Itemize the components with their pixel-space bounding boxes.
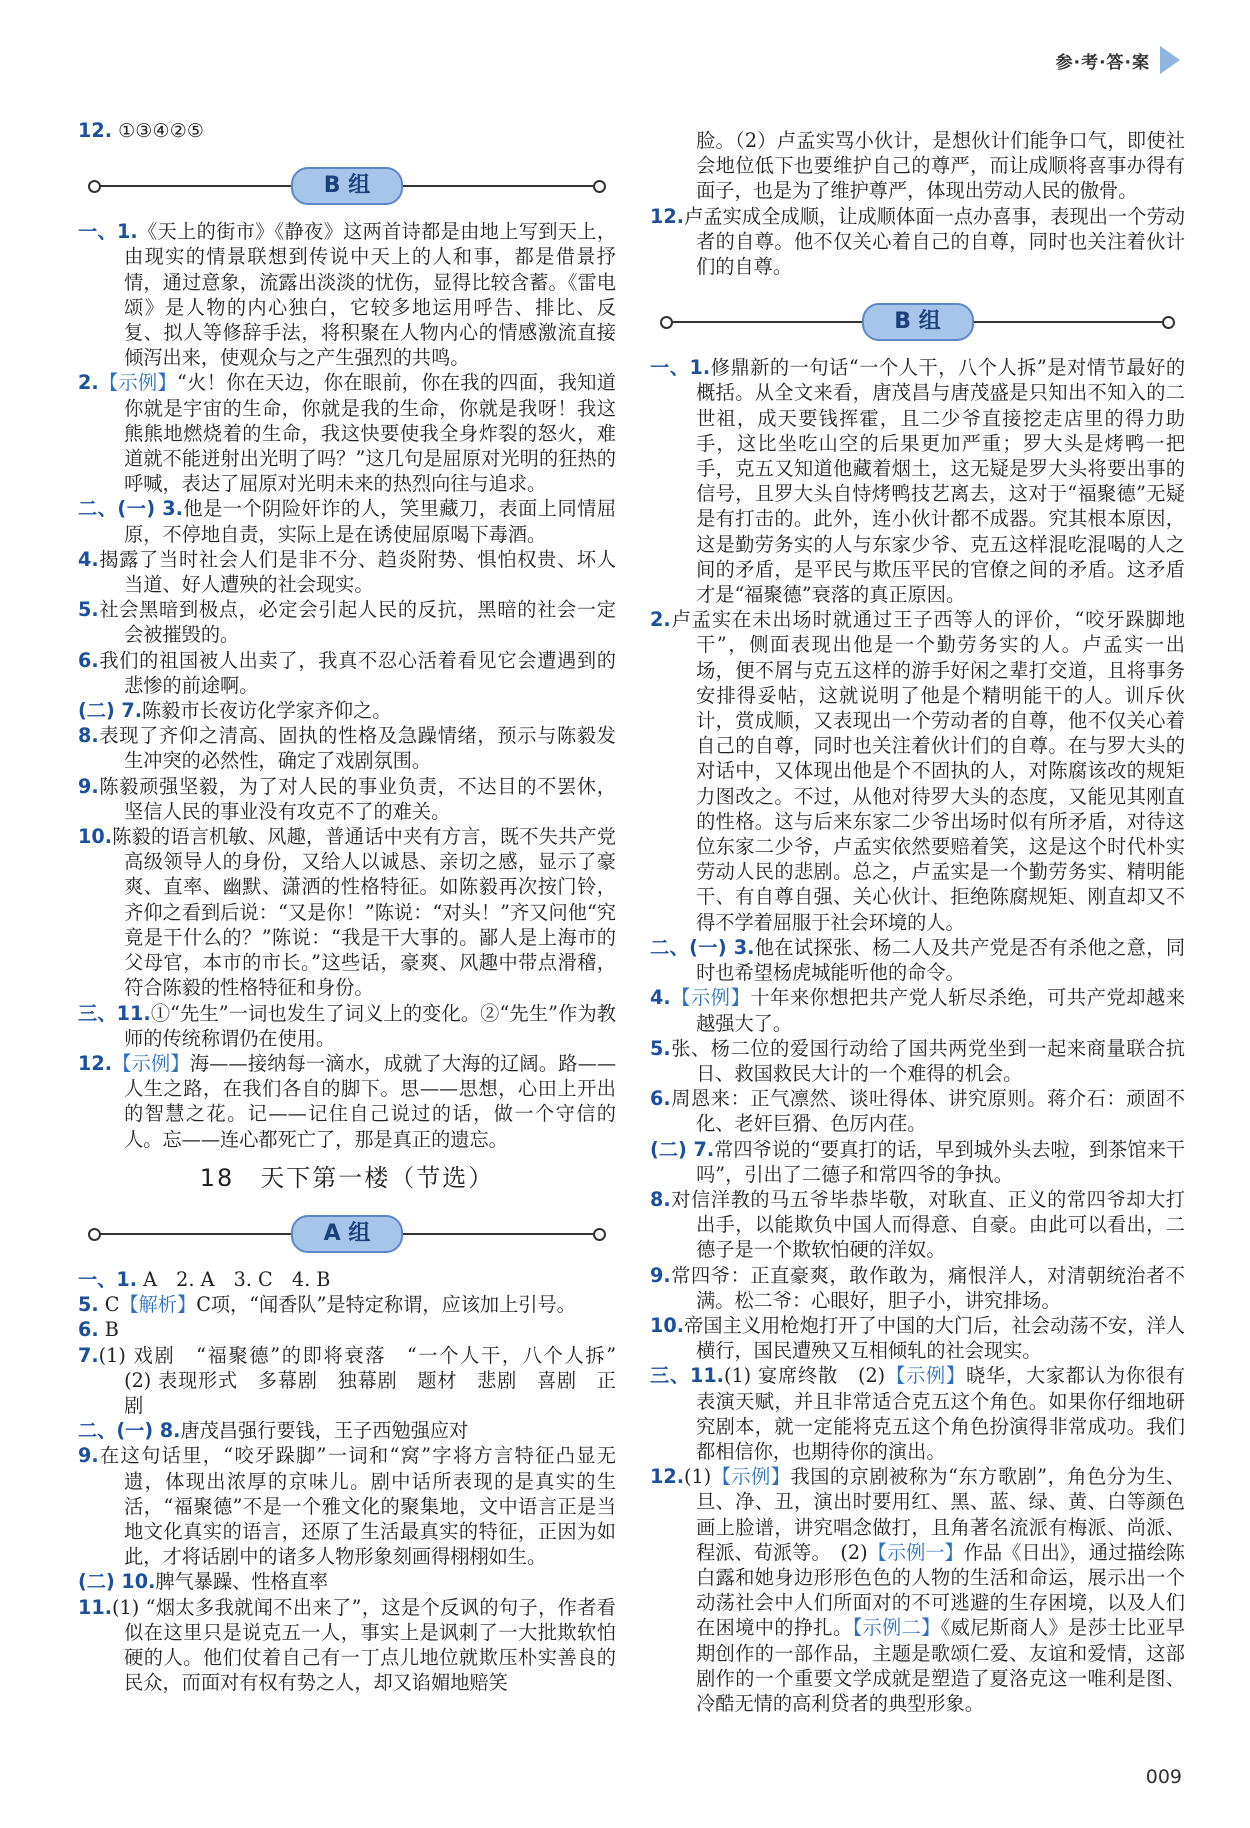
answer-item: 12.卢孟实成全成顺，让成顺体面一点办喜事，表现出一个劳动者的自尊。他不仅关心着自己的自尊，同时也关注着伙计们的自尊。 bbox=[650, 204, 1185, 279]
answer-item: 7.(1) 戏剧 “福聚德”的即将衰落 “一个人干，八个人拆” (2) 表现形式 多幕剧 独幕剧 题材 悲剧 喜剧 正剧 bbox=[78, 1343, 636, 1417]
right-column bbox=[650, 128, 1185, 1716]
answer-item: 二、(一) 8.唐茂昌强行要钱，王子西勉强应对 bbox=[78, 1419, 469, 1443]
answer-item: 10.帝国主义用枪炮打开了中国的大门后，社会动荡不安，洋人横行，国民遭殃又互相倾轧的社会现实。 bbox=[650, 1313, 1185, 1363]
answer-item: 6.我们的祖国被人出卖了，我真不忍心活着看见它会遭遇到的悲惨的前途啊。 bbox=[78, 648, 616, 697]
answer-item: 11.(1) “烟太多我就闻不出来了”，这是个反讽的句子，作者看似在这里只是说克五一人，事实上是讽刺了一大批欺软怕硬的人。他们仗着自己有一丁点儿地位就欺压朴实善良的民众，而面对有权有势之人，却又谄媚地赔笑 bbox=[78, 1595, 616, 1695]
group-label: B 组 bbox=[862, 303, 974, 341]
answer-item: 6. B bbox=[78, 1318, 119, 1342]
group-label: A 组 bbox=[291, 1215, 403, 1253]
answer-item: 5.社会黑暗到极点，必定会引起人民的反抗，黑暗的社会一定会被摧毁的。 bbox=[78, 598, 616, 647]
answer-item: 9.在这句话里，“咬牙跺脚”一词和“窝”字将方言特征凸显无遗，体现出浓厚的京味儿。剧中话所表现的是真实的生活，“福聚德”不是一个雅文化的聚集地，文中语言正是当地文化真实的语言，还原了生活最真实的特征，正因为如此，才将话剧中的诸多人物形象刻画得栩栩如生。 bbox=[78, 1444, 616, 1569]
answer-item: 4.【示例】十年来你想把共产党人斩尽杀绝，可共产党却越来越强大了。 bbox=[650, 986, 1186, 1035]
answer-item: 一、1. A 2. A 3. C 4. B bbox=[78, 1267, 331, 1291]
answer-item: 2.卢孟实在未出场时就通过王子西等人的评价，“咬牙跺脚地干”，侧面表现出他是一个勤劳务实的人。卢孟实一出场，便不屑与克五这样的游手好闲之辈打交道，且将事务安排得妥帖，这就说明了他是个精明能干的人。训斥伙计，赏成顺，又表现出一个劳动者的自尊，他不仅关心着自己的自尊，同时也关注着伙计们的自尊。在与罗大头的对话中，又体现出他是个不固执的人，对陈腐该改的规矩力图改之。不过，从他对待罗大头的态度，又能见其刚直的性格。这与后来东家二少爷出场时似有所矛盾，对待这位东家二少爷，卢孟实依然要赔着笑，这是这个时代朴实劳动人民的悲剧。总之，卢孟实是一个勤劳务实、精明能干、有自尊自强、关心伙计、拒绝陈腐规矩、刚直却又不得不学着屈服于社会环境的人。 bbox=[650, 608, 1185, 934]
answer-item: 12.【示例】海——接纳每一滴水，成就了大海的辽阔。路——人生之路，在我们各自的脚下。思——思想，心田上开出的智慧之花。记——记住自己说过的话，做一个守信的人。忘——连心都死亡了，那是真正的遗忘。 bbox=[78, 1051, 617, 1151]
answer-item: 2.【示例】“火！你在天边，你在眼前，你在我的四面，我知道你就是宇宙的生命，你就是我的生命，你就是我呀！我这熊熊地燃烧着的生命，我这快要使我全身炸裂的怒火，难道就不能迸射出光明了吗？”这几句是屈原对光明的狂热的呼喊，表达了屈原对光明未来的热烈向往与追求。 bbox=[78, 371, 616, 496]
chevron-right-icon bbox=[1160, 46, 1180, 74]
answer-item: (二) 7.常四爷说的“要真打的话，早到城外头去啦，到茶馆来干吗”，引出了二德子和常四爷的争执。 bbox=[650, 1137, 1186, 1186]
answer-item: 5.张、杨二位的爱国行动给了国共两党坐到一起来商量联合抗日、救国救民大计的一个难得的机会。 bbox=[650, 1036, 1185, 1085]
answer-item: 一、1.《天上的街市》《静夜》这两首诗都是由地上写到天上，由现实的情景联想到传说中天上的人和事，都是借景抒情，通过意象，流露出淡淡的忧伤，显得比较含蓄。《雷电颂》是人物的内心独白，它较多地运用呼告、排比、反复、拟人等修辞手法，将积聚在人物内心的情感激流直接倾泻出来，使观众与之产生强烈的共鸣。 bbox=[78, 220, 617, 370]
answer-item: (二) 7.陈毅市长夜访化学家齐仰之。 bbox=[78, 699, 392, 723]
group-divider bbox=[650, 303, 1185, 339]
group-label: B 组 bbox=[291, 167, 403, 205]
group-divider bbox=[78, 1215, 616, 1251]
answer-item: 6.周恩来：正气凛然、谈吐得体、讲究原则。蒋介石：顽固不化、老奸巨猾、色厉内荏。 bbox=[650, 1087, 1185, 1136]
answer-item: 8.对信洋教的马五爷毕恭毕敬，对耿直、正义的常四爷却大打出手，以能欺负中国人而得意、自豪。由此可以看出，二德子是一个欺软怕硬的洋奴。 bbox=[650, 1187, 1185, 1262]
answer-item: 5. C【解析】C项，“闻香队”是特定称谓，应该加上引号。 bbox=[78, 1293, 576, 1317]
answer-item: (二) 10.脾气暴躁、性格直率 bbox=[78, 1570, 329, 1594]
header-title: 参·考·答·案 bbox=[1055, 52, 1150, 73]
answer-item: 9.常四爷：正直豪爽，敢作敢为，痛恨洋人，对清朝统治者不满。松二爷：心眼好，胆子小，讲究排场。 bbox=[650, 1263, 1185, 1312]
answer-item: 二、(一) 3.他在试探张、杨二人及共产党是否有杀他之意，同时也希望杨虎城能听他的命令。 bbox=[650, 935, 1186, 985]
answer-item: 9.陈毅顽强坚毅，为了对人民的事业负责，不达目的不罢休，坚信人民的事业没有攻克不了的难关。 bbox=[78, 774, 616, 823]
answer-item: 4.揭露了当时社会人们是非不分、趋炎附势、惧怕权贵、坏人当道、好人遭殃的社会现实。 bbox=[78, 547, 616, 597]
answer-continuation: 脸。（2）卢孟实骂小伙计，是想伙计们能争口气，即使社会地位低下也要维护自己的尊严，而让成顺将喜事办得有面子，也是为了维护尊严，体现出劳动人民的傲骨。 bbox=[696, 129, 1185, 203]
page-header bbox=[1056, 46, 1180, 74]
page-number: 009 bbox=[1145, 1766, 1182, 1788]
answer-item: 12. ①③④②⑤ bbox=[78, 119, 205, 142]
answer-item: 三、11.(1) 宴席终散 (2)【示例】晓华，大家都认为你很有表演天赋，并且非常适合克五这个角色。如果你仔细地研究剧本，就一定能将克五这个角色扮演得非常成功。我们都相信你，也期待你的演出。 bbox=[650, 1364, 1186, 1463]
group-divider bbox=[78, 167, 616, 203]
section-title: 18 天下第一楼（节选） bbox=[199, 1163, 495, 1192]
answer-item: 三、11.①“先生”一词也发生了词义上的变化。②“先生”作为教师的传统称谓仍在使用。 bbox=[78, 1001, 616, 1050]
answer-item: 8.表现了齐仰之清高、固执的性格及急躁情绪，预示与陈毅发生冲突的必然性，确定了戏剧氛围。 bbox=[78, 724, 616, 773]
answer-item: 12.(1)【示例】我国的京剧被称为“东方歌剧”，角色分为生、旦、净、丑，演出时要用红、黑、蓝、绿、黄、白等颜色画上脸谱，讲究唱念做打，且角著名流派有梅派、尚派、程派、荀派等。 (2)【示例一】作品《日出》，通过描绘陈白露和她身边形形色色的人物的生活和命运，展示出一个动荡社会中人们所面对的不可逃避的生存困境，以及人们在困境中的挣扎。【示例二】《威尼斯商人》是莎士比亚早期创作的一部作品，主题是歌颂仁爱、友谊和爱情，这部剧作的一个重要文学成就是塑造了夏洛克这一唯利是图、冷酷无情的高利贷者的典型形象。 bbox=[650, 1465, 1186, 1715]
left-column bbox=[78, 118, 636, 1695]
answer-item: 二、(一) 3.他是一个阴险奸诈的人，笑里藏刀，表面上同情屈原，不停地自责，实际上是在诱使屈原喝下毒酒。 bbox=[78, 497, 617, 546]
answer-item: 一、1.修鼎新的一句话“一个人干，八个人拆”是对情节最好的概括。从全文来看，唐茂昌与唐茂盛是只知出不知入的二世祖，成天要钱挥霍，且二少爷直接挖走店里的得力助手，这比坐吃山空的后果更加严重；罗大头是烤鸭一把手，克五又知道他藏着烟土，这无疑是罗大头将要出事的信号，且罗大头自恃烤鸭技艺离去，这对于“福聚德”无疑是有打击的。此外，连小伙计都不成器。究其根本原因，这是勤劳务实的人与东家少爷、克五这样混吃混喝的人之间的矛盾，是平民与欺压平民的官僚之间的矛盾。这矛盾才是“福聚德”衰落的真正原因。 bbox=[650, 356, 1186, 607]
answer-item: 10.陈毅的语言机敏、风趣，普通话中夹有方言，既不失共产党高级领导人的身份，又给人以诚恳、亲切之感，显示了豪爽、直率、幽默、潇洒的性格特征。如陈毅再次按门铃，齐仰之看到后说：“又是你！”陈说：“对头！”齐又问他“究竟是干什么的？”陈说：“我是干大事的。鄙人是上海市的父母官，本市的市长。”这些话，豪爽、风趣中带点滑稽，符合陈毅的性格特征和身份。 bbox=[78, 825, 616, 1000]
